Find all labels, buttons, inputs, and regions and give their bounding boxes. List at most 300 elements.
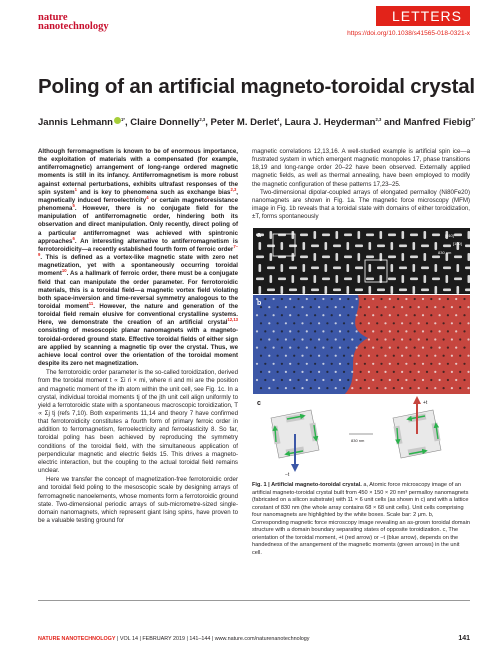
mfm-contrast-dot [447, 298, 449, 300]
mfm-contrast-dot [393, 322, 395, 324]
author-name[interactable]: Peter M. Derlet [210, 117, 278, 128]
section-badge: LETTERS [376, 6, 470, 26]
lattice-label: [100] [453, 241, 462, 246]
mfm-contrast-dot [384, 371, 386, 373]
nanomagnet [454, 256, 462, 259]
nanomagnet [468, 231, 471, 239]
mfm-contrast-dot [347, 379, 349, 381]
mfm-contrast-dot [281, 330, 283, 332]
nanomagnet [259, 286, 262, 294]
mfm-contrast-dot [264, 379, 266, 381]
nanomagnet [267, 267, 275, 270]
nanomagnet [336, 275, 339, 283]
nanomagnet [259, 264, 262, 272]
mfm-contrast-dot [372, 298, 374, 300]
nanomagnet [468, 253, 471, 261]
mfm-contrast-dot [443, 306, 445, 308]
mfm-contrast-dot [368, 355, 370, 357]
orcid-icon[interactable] [114, 117, 121, 124]
mfm-contrast-dot [376, 306, 378, 308]
mfm-contrast-dot [389, 363, 391, 365]
journal-logo[interactable] [38, 13, 109, 31]
nanomagnet [311, 245, 319, 248]
mfm-contrast-dot [467, 338, 469, 340]
left-column [38, 148, 238, 525]
mfm-contrast-dot [455, 347, 457, 349]
mfm-contrast-dot [434, 387, 436, 389]
mfm-contrast-dot [418, 387, 420, 389]
page-footer [38, 636, 470, 642]
nanomagnet [457, 264, 460, 272]
abstract: Although ferromagnetism is known to be of enormous importance, the exploitation of materials with a compensated (for example, antiferromagnetic) arrangement of long-range ordered magnetic moments is still in its infancy. Antiferromagnetism is more robust against external perturbations, exhibits ultrafast responses of the spin system$^1$ and is key to phenomena such as exchange bias$^{2,3}$, magnetically induced ferroelectricity$^4$ or certain magnetoresistance phenomena$^5$. However, there is no conjugate field for the manipulation of antiferromagnetic order, hindering both its observation and direct manipulation. Only recently, direct poling of a particular antiferromagnet was achieved with spintronic approaches$^6$. An interesting alternative to antiferromagnetism is ferrotoroidicity—a recently established fourth form of ferroic order$^{7-9}$. This is defined as a vortex-like magnetic state with zero net magnetization, yet with a spontaneously occurring toroidal moment$^{10}$. As a hallmark of ferroic order, there must be a conjugate field that can manipulate the order parameter. For ferrotoroidic materials, this is a toroidal field—a magnetic vortex field violating both space-inversion and time-reversal symmetry analogous to the toroidal moment$^{11}$. However, the nature and generation of the toroidal field remain elusive for conventional crystalline systems. Here, we demonstrate the creation of an artificial crystal$^{12,13}$ consisting of mesoscopic planar nanomagnets with a magneto-toroidal-ordered ground state. Effective toroidal fields of either sign are applied by scanning a magnetic tip over the crystal. Thus, we achieve local control over the orientation of the toroidal moment despite its zero net magnetization. [38, 148, 238, 368]
mfm-contrast-dot [268, 306, 270, 308]
mfm-contrast-dot [422, 314, 424, 316]
mfm-contrast-dot [414, 298, 416, 300]
mfm-contrast-dot [343, 322, 345, 324]
mfm-contrast-dot [260, 338, 262, 340]
mfm-contrast-dot [260, 355, 262, 357]
nanomagnet [366, 256, 374, 259]
nanomagnet [358, 253, 361, 261]
mfm-contrast-dot [356, 347, 358, 349]
nanomagnet [336, 253, 339, 261]
nanomagnet [399, 289, 407, 292]
mfm-contrast-dot [343, 355, 345, 357]
nanomagnet [267, 289, 275, 292]
mfm-contrast-dot [368, 338, 370, 340]
mfm-contrast-dot [343, 338, 345, 340]
mfm-contrast-dot [343, 371, 345, 373]
nanomagnet [336, 231, 339, 239]
mfm-contrast-dot [380, 347, 382, 349]
mfm-contrast-dot [351, 355, 353, 357]
mfm-contrast-dot [289, 379, 291, 381]
mfm-contrast-dot [364, 379, 366, 381]
author-affiliation: 1* [471, 116, 476, 122]
mfm-contrast-dot [339, 347, 341, 349]
mfm-contrast-dot [285, 338, 287, 340]
mfm-contrast-dot [393, 371, 395, 373]
nanomagnet [402, 275, 405, 283]
mfm-contrast-dot [401, 322, 403, 324]
mfm-contrast-dot [347, 363, 349, 365]
doi-link[interactable]: https://doi.org/10.1038/s41565-018-0321-x [347, 30, 470, 37]
mfm-contrast-dot [389, 314, 391, 316]
mfm-contrast-dot [418, 306, 420, 308]
mfm-contrast-dot [273, 314, 275, 316]
nanomagnet [292, 253, 295, 261]
mfm-contrast-dot [422, 347, 424, 349]
mfm-contrast-dot [351, 322, 353, 324]
nanomagnet [410, 234, 418, 237]
mfm-contrast-dot [322, 347, 324, 349]
mfm-contrast-dot [343, 387, 345, 389]
mfm-contrast-dot [401, 371, 403, 373]
mfm-contrast-dot [405, 330, 407, 332]
nanomagnet [311, 267, 319, 270]
right-column [252, 148, 470, 221]
mfm-contrast-dot [447, 330, 449, 332]
mfm-contrast-dot [372, 379, 374, 381]
lattice-label: [010] [445, 233, 454, 238]
nanomagnet [432, 278, 440, 281]
nanomagnet [369, 264, 372, 272]
nanomagnet [465, 267, 470, 270]
mfm-contrast-dot [459, 338, 461, 340]
mfm-contrast-dot [322, 363, 324, 365]
mfm-contrast-dot [301, 355, 303, 357]
mfm-contrast-dot [414, 379, 416, 381]
mfm-contrast-dot [426, 371, 428, 373]
mfm-contrast-dot [389, 347, 391, 349]
footer-issue[interactable]: | VOL 14 | FEBRUARY 2019 | 141–144 | www.nature.com/naturenanotechnology [115, 636, 310, 642]
mfm-contrast-dot [393, 355, 395, 357]
mfm-contrast-dot [463, 379, 465, 381]
nanomagnet [333, 245, 341, 248]
mfm-contrast-dot [260, 322, 262, 324]
mfm-contrast-dot [318, 371, 320, 373]
mfm-contrast-dot [314, 379, 316, 381]
afm-image [253, 228, 470, 294]
mfm-contrast-dot [339, 298, 341, 300]
nanomagnet [380, 231, 383, 239]
mfm-contrast-dot [289, 330, 291, 332]
nanomagnet [314, 275, 317, 283]
mfm-contrast-dot [389, 330, 391, 332]
mfm-contrast-dot [289, 298, 291, 300]
mfm-contrast-dot [426, 338, 428, 340]
body-paragraph: Here we transfer the concept of magnetization-free ferrotoroidic order and toroidal field poling to the mesoscopic scale by designing arrays of ferromagnetic nanoelements, whose moments form a ferrotoroidic ground state. Two-dimensional periodic arrays of sub-micrometre-sized single-domain nanomagnets, which represent giant Ising spins, have proven to be a valuable testing ground for [38, 476, 239, 525]
article-title: Poling of an artificial magneto-toroidal crystal [38, 75, 475, 98]
nanomagnet [325, 286, 328, 294]
mfm-contrast-dot [256, 363, 258, 365]
nanomagnet [314, 253, 317, 261]
mfm-contrast-dot [322, 330, 324, 332]
nanomagnet [322, 256, 330, 259]
mfm-contrast-dot [459, 355, 461, 357]
nanomagnet [358, 275, 361, 283]
nanomagnet [443, 245, 451, 248]
mfm-contrast-dot [335, 355, 337, 357]
nanomagnet [300, 234, 308, 237]
mfm-contrast-dot [273, 347, 275, 349]
mfm-contrast-dot [364, 363, 366, 365]
author-name[interactable]: Claire Donnelly [130, 117, 200, 128]
mfm-contrast-dot [422, 298, 424, 300]
mfm-contrast-dot [306, 330, 308, 332]
mfm-contrast-dot [293, 338, 295, 340]
figure-caption [252, 482, 470, 557]
mfm-contrast-dot [397, 363, 399, 365]
mfm-contrast-dot [418, 322, 420, 324]
nanomagnet [402, 231, 405, 239]
mfm-contrast-dot [260, 371, 262, 373]
body-paragraph: magnetic correlations 12,13,16. A well-studied example is artificial spin ice—a frustrated system in which emergent magnetic monopoles 17, phase transitions 18,19 and long-range order 20–22 have been observed. Externally applied magnetic fields, as well as thermal annealing, have been employed to modify the magnetic configuration of these patterns 17,23–25. [252, 148, 470, 188]
mfm-contrast-dot [285, 355, 287, 357]
mfm-contrast-dot [393, 387, 395, 389]
mfm-contrast-dot [268, 338, 270, 340]
mfm-contrast-dot [397, 314, 399, 316]
nanomagnet [421, 289, 429, 292]
mfm-contrast-dot [418, 355, 420, 357]
mfm-contrast-dot [326, 338, 328, 340]
mfm-contrast-dot [439, 330, 441, 332]
mfm-contrast-dot [318, 355, 320, 357]
nanomagnet [259, 242, 262, 250]
nanomagnet [292, 231, 295, 239]
mfm-contrast-dot [426, 306, 428, 308]
mfm-contrast-dot [360, 306, 362, 308]
mfm-contrast-dot [405, 298, 407, 300]
mfm-contrast-dot [372, 314, 374, 316]
nanomagnet [391, 242, 394, 250]
nanomagnet [421, 267, 429, 270]
mfm-contrast-dot [372, 363, 374, 365]
mfm-contrast-dot [285, 387, 287, 389]
nanomagnet [344, 256, 352, 259]
mfm-contrast-dot [273, 379, 275, 381]
mfm-contrast-dot [318, 322, 320, 324]
mfm-contrast-dot [297, 347, 299, 349]
author-affiliation: 2,3 [199, 116, 206, 122]
mfm-contrast-dot [434, 322, 436, 324]
mfm-contrast-dot [430, 363, 432, 365]
nanomagnet [446, 275, 449, 283]
mfm-contrast-dot [264, 347, 266, 349]
mfm-contrast-dot [277, 387, 279, 389]
nanomagnet [424, 253, 427, 261]
mfm-contrast-dot [297, 314, 299, 316]
mfm-contrast-dot [447, 314, 449, 316]
mfm-contrast-dot [397, 347, 399, 349]
mfm-contrast-dot [347, 330, 349, 332]
mfm-contrast-dot [318, 387, 320, 389]
footer-journal: NATURE NANOTECHNOLOGY [38, 636, 116, 642]
caption-body: a, Atomic force microscopy image of an artificial magneto-toroidal crystal built from 450 × 150 × 20 nm³ permalloy nanomagnets (fabricated on a silicon substrate) with 11 × 6 unit cells (as shown in c) and with a lattice constant of 830 nm (the whole array contains 68 × 68 unit cells). Unit cells comprising four nanomagnets are highlighted by the white boxes. Scale bar: 2 μm. b, Corresponding magnetic force microscopy image revealing an as-grown toroidal domain structure with a domain boundary separating states of opposite toroidization. c, The orientation of the toroidal moment, +t (red arrow) or −t (blue arrow), depends on the handedness of the arrangement of the magnetic moments (green arrows) in the unit cell. [252, 482, 470, 556]
mfm-contrast-dot [351, 387, 353, 389]
mfm-contrast-dot [455, 363, 457, 365]
mfm-contrast-dot [281, 314, 283, 316]
nanomagnet [289, 289, 297, 292]
nanomagnet [267, 245, 275, 248]
mfm-contrast-dot [277, 355, 279, 357]
nanomagnet [421, 245, 429, 248]
mfm-contrast-dot [351, 371, 353, 373]
mfm-contrast-dot [281, 298, 283, 300]
nanomagnet [402, 253, 405, 261]
mfm-contrast-dot [384, 355, 386, 357]
mfm-contrast-dot [414, 330, 416, 332]
mfm-contrast-dot [372, 347, 374, 349]
nanomagnet [399, 245, 407, 248]
mfm-contrast-dot [447, 347, 449, 349]
mfm-contrast-dot [268, 371, 270, 373]
mfm-contrast-dot [331, 330, 333, 332]
nanomagnet [270, 275, 273, 283]
mfm-contrast-dot [401, 338, 403, 340]
caption-title: Fig. 1 | Artificial magneto-toroidal crystal. [252, 482, 362, 488]
mfm-contrast-dot [376, 387, 378, 389]
mfm-contrast-dot [277, 338, 279, 340]
author-name[interactable]: Laura J. Heyderman [284, 117, 376, 128]
figure-graphic [253, 228, 470, 478]
mfm-contrast-dot [430, 298, 432, 300]
mfm-contrast-dot [310, 338, 312, 340]
mfm-contrast-dot [439, 298, 441, 300]
mfm-contrast-dot [351, 306, 353, 308]
mfm-contrast-dot [430, 314, 432, 316]
mfm-contrast-dot [439, 379, 441, 381]
mfm-contrast-dot [409, 387, 411, 389]
mfm-contrast-dot [335, 387, 337, 389]
mfm-contrast-dot [281, 347, 283, 349]
nanomagnet [322, 234, 330, 237]
mfm-contrast-dot [451, 371, 453, 373]
mfm-contrast-dot [343, 306, 345, 308]
mfm-contrast-dot [351, 338, 353, 340]
mfm-contrast-dot [289, 347, 291, 349]
mfm-contrast-dot [297, 298, 299, 300]
nanomagnet [303, 286, 306, 294]
mfm-contrast-dot [310, 371, 312, 373]
mfm-contrast-dot [310, 306, 312, 308]
mfm-contrast-dot [301, 338, 303, 340]
mfm-contrast-dot [314, 314, 316, 316]
nanomagnet [410, 256, 418, 259]
nanomagnet [366, 234, 374, 237]
mfm-contrast-dot [393, 338, 395, 340]
mfm-contrast-dot [268, 355, 270, 357]
author-name[interactable]: Jannis Lehmann [38, 117, 113, 128]
mfm-contrast-dot [289, 363, 291, 365]
mfm-contrast-dot [331, 363, 333, 365]
mfm-contrast-dot [463, 298, 465, 300]
mfm-contrast-dot [322, 314, 324, 316]
mfm-contrast-dot [434, 306, 436, 308]
mfm-contrast-dot [314, 298, 316, 300]
mfm-contrast-dot [467, 306, 469, 308]
mfm-contrast-dot [273, 330, 275, 332]
mfm-contrast-dot [318, 306, 320, 308]
mfm-contrast-dot [335, 338, 337, 340]
mfm-contrast-dot [301, 322, 303, 324]
nanomagnet [256, 256, 264, 259]
mfm-contrast-dot [426, 387, 428, 389]
mfm-contrast-dot [455, 298, 457, 300]
mfm-contrast-dot [455, 314, 457, 316]
mfm-contrast-dot [306, 298, 308, 300]
nanomagnet [454, 234, 462, 237]
nanomagnet [443, 289, 451, 292]
mfm-contrast-dot [389, 379, 391, 381]
mfm-contrast-dot [310, 387, 312, 389]
nanomagnet [358, 231, 361, 239]
mfm-contrast-dot [372, 330, 374, 332]
mfm-contrast-dot [376, 338, 378, 340]
nanomagnet [388, 278, 396, 281]
mfm-contrast-dot [430, 379, 432, 381]
panel-label-a: a [257, 232, 261, 239]
nanomagnet [377, 267, 385, 270]
nanomagnet [465, 245, 470, 248]
page-number: 141 [458, 635, 470, 642]
nanomagnet [410, 278, 418, 281]
mfm-contrast-dot [443, 355, 445, 357]
mfm-contrast-dot [405, 347, 407, 349]
mfm-contrast-dot [326, 387, 328, 389]
mfm-contrast-dot [384, 338, 386, 340]
mfm-contrast-dot [434, 338, 436, 340]
nanomagnet [391, 264, 394, 272]
nanomagnet [424, 231, 427, 239]
nanomagnet [366, 278, 374, 281]
mfm-contrast-dot [455, 330, 457, 332]
mfm-contrast-dot [447, 379, 449, 381]
author-affiliation: 4 [277, 116, 280, 122]
mfm-contrast-dot [273, 363, 275, 365]
mfm-contrast-dot [281, 363, 283, 365]
mfm-contrast-dot [256, 330, 258, 332]
mfm-contrast-dot [443, 338, 445, 340]
mfm-contrast-dot [268, 387, 270, 389]
mfm-contrast-dot [356, 379, 358, 381]
mfm-contrast-dot [264, 363, 266, 365]
mfm-contrast-dot [368, 387, 370, 389]
mfm-contrast-dot [360, 338, 362, 340]
nanomagnet [388, 234, 396, 237]
nanomagnet [300, 256, 308, 259]
mfm-contrast-dot [314, 347, 316, 349]
author-name[interactable]: Manfred Fiebig [403, 117, 472, 128]
nanomagnet [311, 289, 319, 292]
nanomagnet [325, 242, 328, 250]
mfm-contrast-dot [459, 387, 461, 389]
mfm-contrast-dot [443, 322, 445, 324]
mfm-contrast-dot [463, 314, 465, 316]
mfm-contrast-dot [405, 379, 407, 381]
nanomagnet [344, 278, 352, 281]
nanomagnet [270, 253, 273, 261]
mfm-contrast-dot [409, 355, 411, 357]
mfm-contrast-dot [397, 298, 399, 300]
journal-logo-line1: nature [38, 12, 68, 23]
nanomagnet [413, 242, 416, 250]
mfm-contrast-dot [297, 379, 299, 381]
mfm-contrast-dot [380, 379, 382, 381]
mfm-contrast-dot [368, 322, 370, 324]
mfm-contrast-dot [439, 347, 441, 349]
nanomagnet [281, 242, 284, 250]
mfm-contrast-dot [368, 371, 370, 373]
mfm-contrast-dot [331, 379, 333, 381]
nanomagnet [347, 264, 350, 272]
nanomagnet [369, 242, 372, 250]
nanomagnet [270, 231, 273, 239]
nanomagnet [325, 264, 328, 272]
mfm-contrast-dot [414, 314, 416, 316]
mfm-contrast-dot [264, 298, 266, 300]
mfm-contrast-dot [384, 306, 386, 308]
nanomagnet [256, 278, 264, 281]
nanomagnet [300, 278, 308, 281]
nanomagnet [333, 289, 341, 292]
mfm-contrast-dot [331, 298, 333, 300]
mfm-contrast-dot [401, 387, 403, 389]
mfm-contrast-dot [264, 330, 266, 332]
mfm-contrast-dot [285, 371, 287, 373]
mfm-contrast-dot [347, 347, 349, 349]
mfm-contrast-dot [347, 298, 349, 300]
